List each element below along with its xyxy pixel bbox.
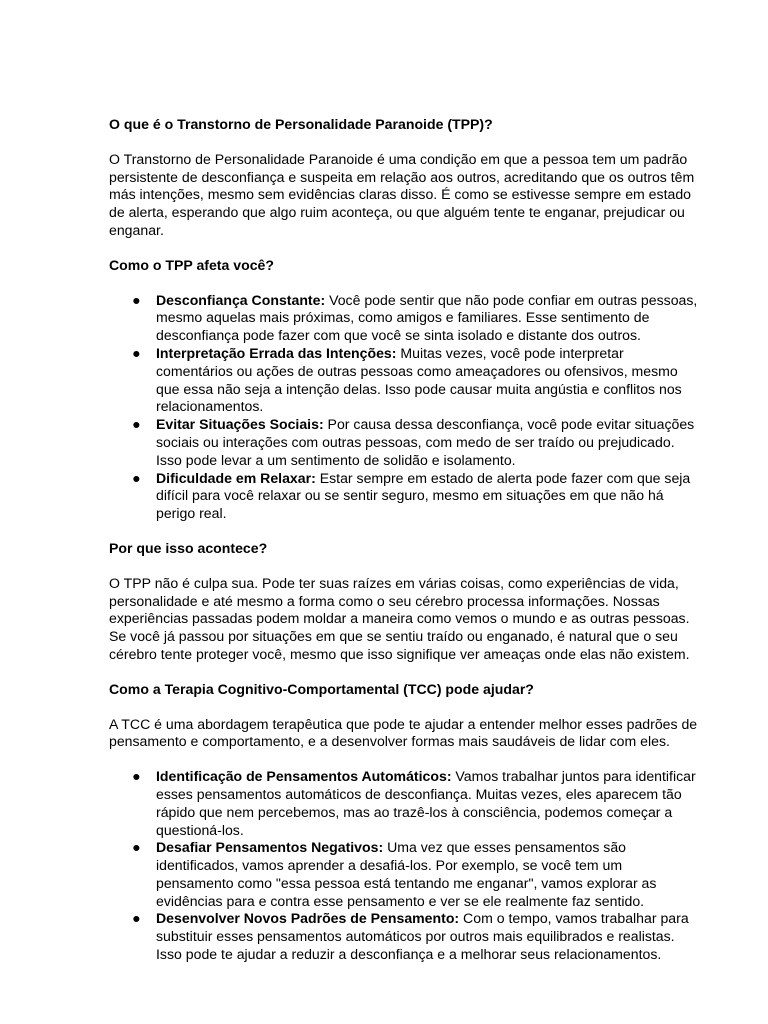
list-item (109, 768, 699, 839)
list-item-text: Uma vez que esses pensamentos são identificados, vamos aprender a desafiá-los. Por exemplo, se você tem um pensamento como "essa pessoa está tentando me enganar", vamos explorar as evidências para e contra esse pensamento e ver se ele realmente faz sentido. (156, 839, 657, 909)
list-item-text: Com o tempo, vamos trabalhar para substituir esses pensamentos automáticos por outros mais equilibrados e realistas. Isso pode te ajudar a reduzir a desconfiança e a melhorar seus relacionamentos. (156, 910, 689, 963)
section-heading-how-affects: Como o TPP afeta você? (109, 256, 274, 273)
section-heading-tcc-help: Como a Terapia Cognitivo-Comportamental (TCC) pode ajudar? (109, 680, 534, 697)
document-page (109, 116, 699, 964)
section-heading-what-is-tpp: O que é o Transtorno de Personalidade Paranoide (TPP)? (109, 116, 493, 132)
list-item-term: Interpretação Errada das Intenções: (156, 344, 397, 361)
list-item-term: Desconfiança Constante: (156, 291, 326, 308)
list-item-term: Dificuldade em Relaxar: (156, 469, 316, 486)
list-item (109, 416, 699, 469)
bullet-icon: ● (132, 910, 141, 927)
bullet-list-tcc (109, 768, 699, 964)
bullet-icon: ● (132, 839, 141, 856)
list-item (109, 470, 699, 523)
section-heading-why-happens: Por que isso acontece? (109, 539, 268, 556)
bullet-list-effects (109, 292, 699, 523)
list-item (109, 345, 699, 416)
section-paragraph-why-happens: O TPP não é culpa sua. Pode ter suas raízes em várias coisas, como experiências de vida, personalidade e até mesmo a forma como o seu cérebro processa informações. Nossas experiências passadas podem moldar a maneira como vemos o mundo e as outras pessoas. Se você já passou por situações em que se sentiu traído ou enganado, é natural que o seu cérebro tente proteger você, mesmo que isso signifique ver ameaças onde elas não existem. (109, 574, 690, 662)
list-item-text: Vamos trabalhar juntos para identificar esses pensamentos automáticos de desconfiança. Muitas vezes, eles aparecem tão rápido que nem percebemos, mas ao trazê-los à consciência, podemos começar a questioná-los. (156, 768, 696, 838)
list-item-text: Por causa dessa desconfiança, você pode evitar situações sociais ou interações com outras pessoas, com medo de ser traído ou prejudicado. Isso pode levar a um sentimento de solidão e isolamento. (156, 416, 695, 468)
list-item-text: Estar sempre em estado de alerta pode fazer com que seja difícil para você relaxar ou se sentir seguro, mesmo em situações em que não há perigo real. (156, 469, 691, 522)
bullet-icon: ● (132, 344, 141, 361)
list-item-term: Desenvolver Novos Padrões de Pensamento: (156, 910, 460, 927)
bullet-icon: ● (132, 416, 141, 433)
bullet-icon: ● (132, 469, 141, 486)
list-item-term: Identificação de Pensamentos Automáticos: (156, 768, 452, 785)
list-item (109, 839, 699, 910)
bullet-icon: ● (132, 768, 141, 785)
list-item-text: Você pode sentir que não pode confiar em outras pessoas, mesmo aquelas mais próximas, como amigos e familiares. Esse sentimento de desconfiança pode fazer com que você se sinta isolado e distante dos outros. (156, 291, 698, 344)
list-item-term: Evitar Situações Sociais: (156, 416, 324, 433)
section-paragraph-tcc-help: A TCC é uma abordagem terapêutica que pode te ajudar a entender melhor esses padrões de pensamento e comportamento, e a desenvolver formas mais saudáveis de lidar com eles. (109, 715, 698, 750)
bullet-icon: ● (132, 291, 141, 308)
section-paragraph-what-is-tpp: O Transtorno de Personalidade Paranoide é uma condição em que a pessoa tem um padrão persistente de desconfiança e suspeita em relação aos outros, acreditando que os outros têm más intenções, mesmo sem evidências claras disso. É como se estivesse sempre em estado de alerta, esperando que algo ruim aconteça, ou que alguém tente te enganar, prejudicar ou enganar. (109, 150, 695, 238)
list-item-text: Muitas vezes, você pode interpretar comentários ou ações de outras pessoas como ameaçadores ou ofensivos, mesmo que essa não seja a intenção delas. Isso pode causar muita angústia e conflitos nos relacionamentos. (156, 344, 682, 415)
list-item (109, 292, 699, 345)
list-item (109, 910, 699, 963)
list-item-term: Desafiar Pensamentos Negativos: (156, 839, 384, 856)
